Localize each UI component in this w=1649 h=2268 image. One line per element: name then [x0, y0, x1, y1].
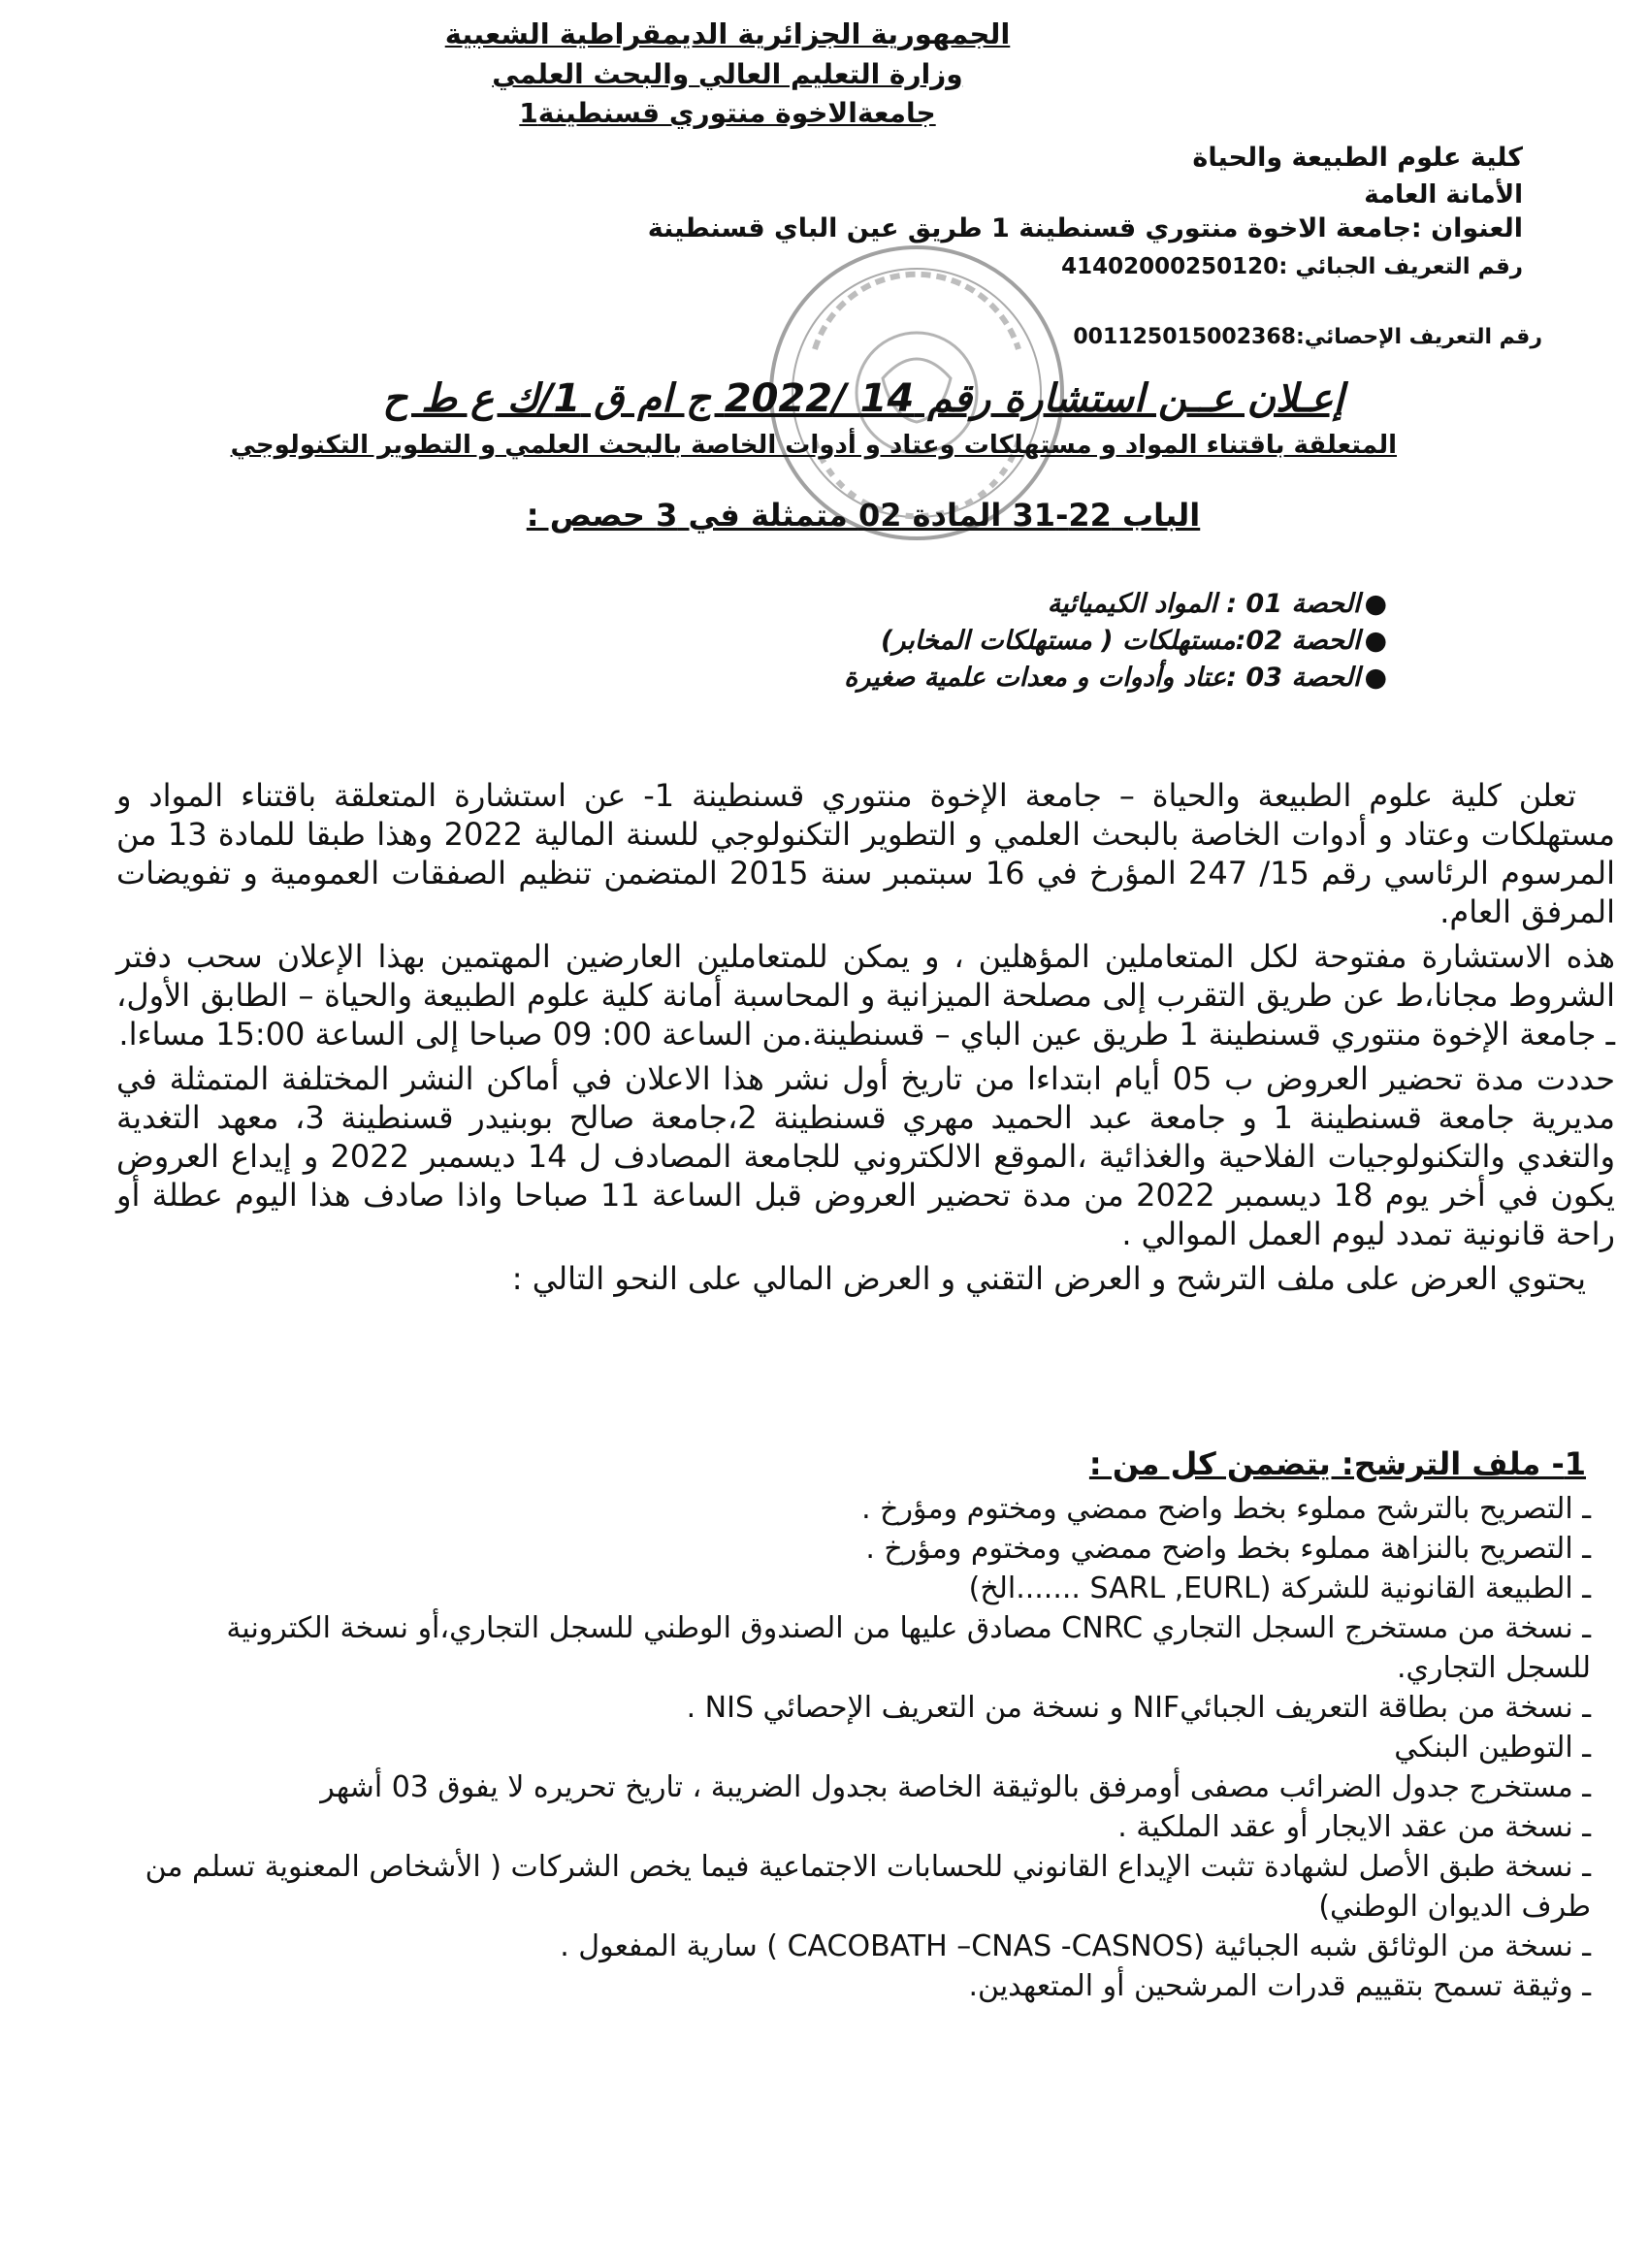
university-header: جامعةالاخوة منتوري قسنطينة1 — [519, 97, 936, 129]
section1-heading: 1- ملف الترشح: يتضمن كل من : — [1088, 1445, 1586, 1482]
nis-line — [1073, 325, 1542, 349]
faculty-name: كلية علوم الطبيعة والحياة — [1192, 143, 1523, 173]
list-item: ـ نسخة طبق الأصل لشهادة تثبت الإيداع القانوني للحسابات الاجتماعية فيما يخص الشركات ( الأشخاص المعنوية تسلم من طرف الديوان الوطني) — [145, 1850, 1591, 1924]
body-paragraph-4: يحتوي العرض على ملف الترشح و العرض التقني و العرض المالي على النحو التالي : — [511, 1260, 1586, 1297]
bullet-icon: ● — [1364, 626, 1387, 656]
list-item: ـ الطبيعة القانونية للشركة (SARL ,EURL .......الخ) — [968, 1571, 1591, 1605]
bullet-icon: ● — [1364, 589, 1387, 619]
list-item: ـ وثيقة تسمح بتقييم قدرات المرشحين أو المتعهدين. — [968, 1969, 1591, 2003]
lot-item: ●الحصة 03 :عتاد وأدوات و معدات علمية صغيرة — [844, 660, 1387, 697]
announcement-body — [116, 776, 1615, 1304]
nif-value: 41402000250120 — [1061, 254, 1279, 279]
lot-item: ●الحصة 02:مستهلكات ( مستهلكات المخابر) — [844, 623, 1387, 660]
nif-label: رقم التعريف الجبائي : — [1278, 254, 1523, 279]
body-paragraph-2: هذه الاستشارة مفتوحة لكل المتعاملين المؤهلين ، و يمكن للمتعاملين العارضين المهتمين بهذا الإعلان سحب دفتر الشروط مجانا،ط عن طريق التقرب إلى مصلحة الميزانية و المحاسبة أمانة كلية علوم الطبيعة والحياة – الطابق الأول، ـ جامعة الإخوة منتوري قسنطينة 1 طريق عين الباي – قسنطينة.من الساعة 00: 09 صباحا إلى الساعة 15:00 مساءا. — [116, 938, 1615, 1053]
list-item: ـ التوطين البنكي — [1394, 1731, 1591, 1765]
lot-item: ●الحصة 01 : المواد الكيميائية — [844, 586, 1387, 623]
body-paragraph-3: حددت مدة تحضير العروض ب 05 أيام ابتداءا من تاريخ أول نشر هذا الاعلان في أماكن النشر المختلفة المتمثلة في مديرية جامعة قسنطينة 1 و جامعة عبد الحميد مهري قسنطينة 2،جامعة صالح بوبنيدر قسنطينة 3، معهد التغدية والتغدي والتكنولوجيات الفلاحية والغذائية ،الموقع الالكتروني للجامعة المصادف ل 14 ديسمبر 2022 و إيداع العروض يكون في أخر يوم 18 ديسمبر 2022 من مدة تحضير العروض قبل الساعة 11 صباحا واذا صادف هذا اليوم عطلة أو راحة قانونية تمدد ليوم العمل الموالي . — [116, 1060, 1616, 1252]
list-item: ـ نسخة من بطاقة التعريف الجبائيNIF و نسخة من التعريف الإحصائي NIS . — [686, 1691, 1591, 1725]
nis-value: 001125015002368 — [1073, 325, 1296, 349]
announcement-title: إعـلان عــن استشارة رقم 14 /2022 ج ام ق 1/ك ع ط ح — [382, 376, 1344, 421]
nif-line — [1061, 254, 1523, 279]
budget-chapter: الباب 22-31 المادة 02 متمثلة في 3 حصص : — [526, 497, 1201, 534]
nis-label: رقم التعريف الإحصائي: — [1295, 325, 1542, 349]
list-item: ـ مستخرج جدول الضرائب مصفى أومرفق بالوثيقة الخاصة بجدول الضريبة ، تاريخ تحريره لا يفوق 03 أشهر — [320, 1770, 1591, 1804]
candidacy-file-list — [136, 1489, 1591, 2006]
lots-list — [844, 586, 1387, 697]
bullet-icon: ● — [1364, 663, 1387, 693]
body-paragraph-1: تعلن كلية علوم الطبيعة والحياة – جامعة الإخوة منتوري قسنطينة 1- عن استشارة المتعلقة باقتناء المواد و مستهلكات وعتاد و أدوات الخاصة بالبحث العلمي و التطوير التكنولوجي للسنة المالية 2022 وهذا طبقا للمادة 13 من المرسوم الرئاسي رقم 15/ 247 المؤرخ في 16 سبتمبر سنة 2015 المتضمن تنظيم الصفقات العمومية و تفويضات المرفق العام. — [116, 777, 1616, 930]
republic-header: الجمهورية الجزائرية الديمقراطية الشعبية — [444, 17, 1011, 50]
secretariat-label: الأمانة العامة — [1364, 180, 1523, 210]
announcement-subtitle: المتعلقة باقتناء المواد و مستهلكات وعتاد و أدوات الخاصة بالبحث العلمي و التطوير التكنولوجي — [230, 431, 1397, 460]
list-item: ـ نسخة من الوثائق شبه الجبائية (CACOBATH –CNAS -CASNOS ) سارية المفعول . — [560, 1929, 1591, 1963]
ministry-header: وزارة التعليم العالي والبحث العلمي — [492, 58, 963, 90]
list-item: ـ التصريح بالنزاهة مملوء بخط واضح ممضي ومختوم ومؤرخ . — [865, 1532, 1591, 1566]
list-item: ـ التصريح بالترشح مملوء بخط واضح ممضي ومختوم ومؤرخ . — [861, 1492, 1591, 1526]
faculty-address: العنوان :جامعة الاخوة منتوري قسنطينة 1 طريق عين الباي قسنطينة — [647, 213, 1523, 243]
list-item: ـ نسخة من مستخرج السجل التجاري CNRC مصادق عليها من الصندوق الوطني للسجل التجاري،أو نسخة الكترونية للسجل التجاري. — [226, 1611, 1591, 1685]
list-item: ـ نسخة من عقد الايجار أو عقد الملكية . — [1117, 1810, 1591, 1844]
